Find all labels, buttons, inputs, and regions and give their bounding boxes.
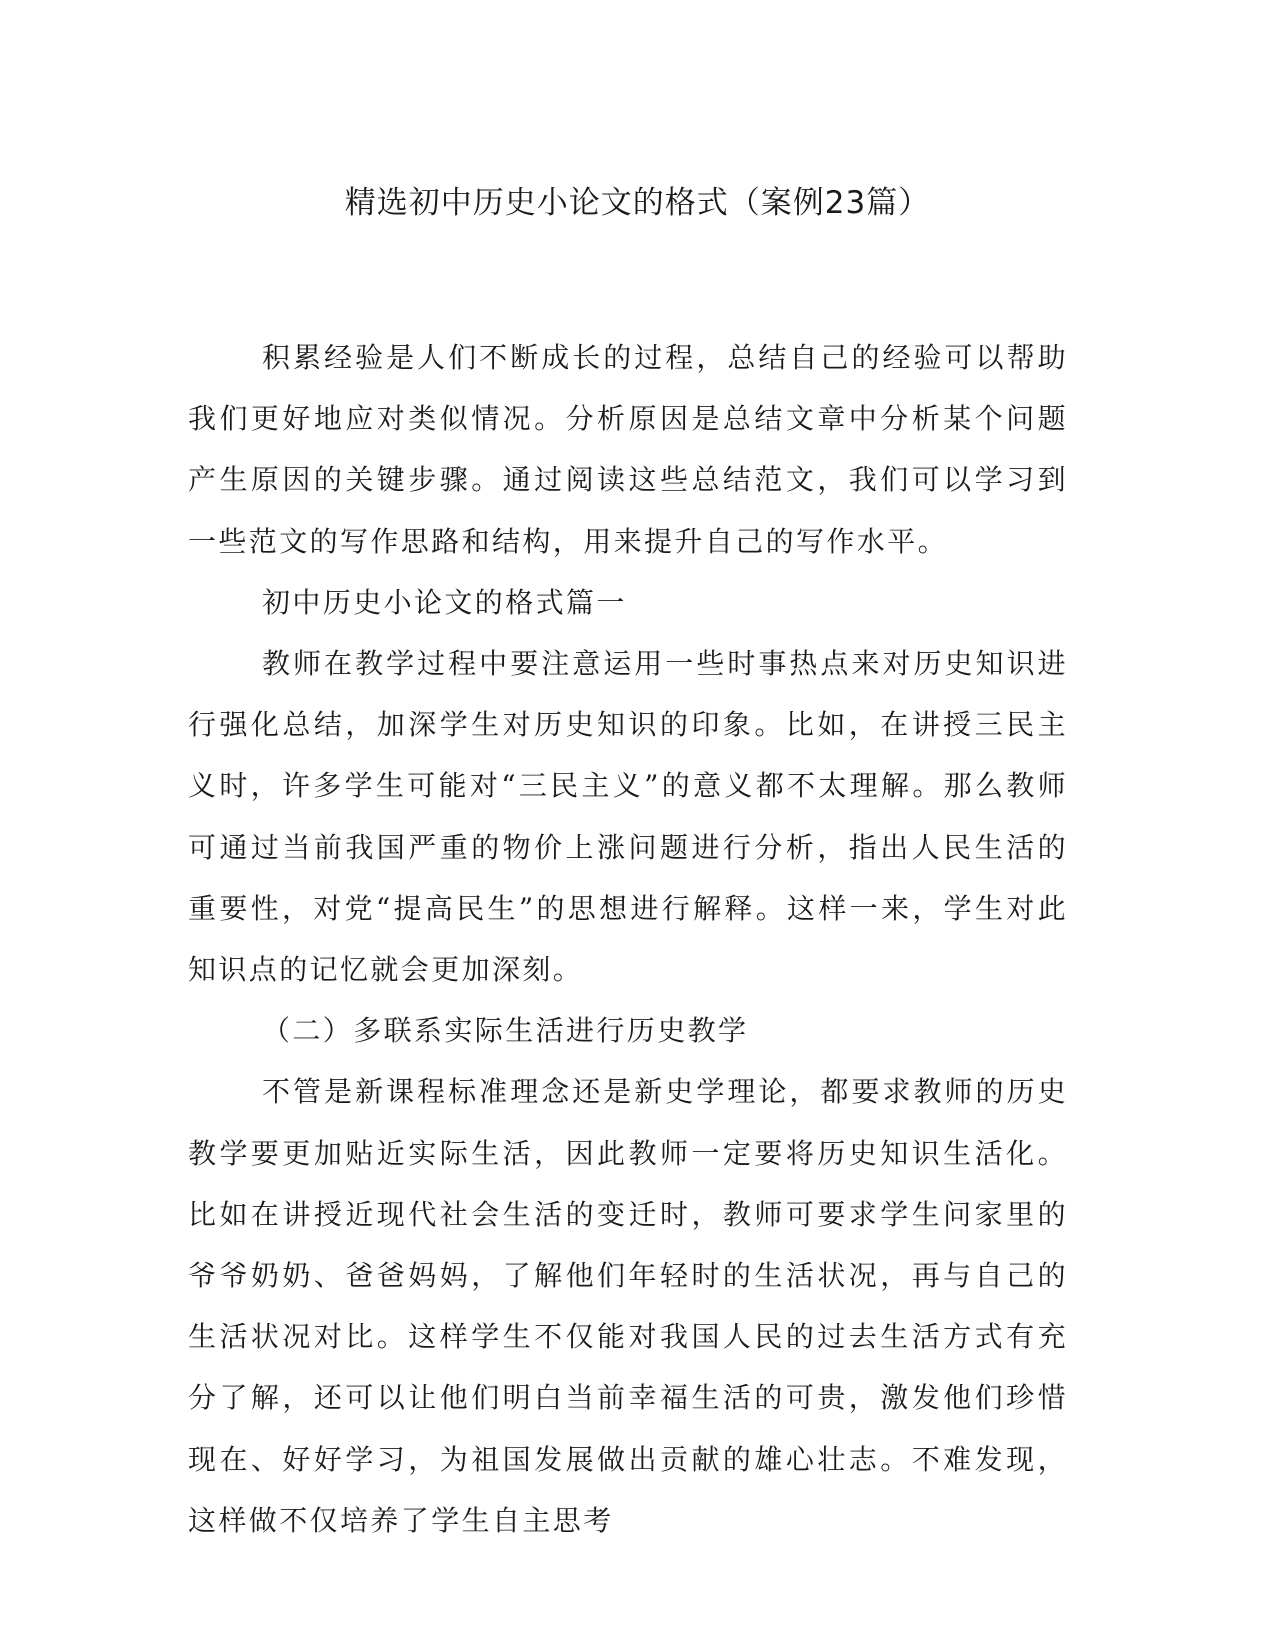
intro-paragraph: 积累经验是人们不断成长的过程，总结自己的经验可以帮助我们更好地应对类似情况。分析原因是总结文章中分析某个问题产生原因的关键步骤。通过阅读这些总结范文，我们可以学习到一些范文的写作思路和结构，用来提升自己的写作水平。 (188, 341, 1068, 558)
section-heading-1: 初中历史小论文的格式篇一 (262, 585, 627, 619)
body-paragraph-1: 教师在教学过程中要注意运用一些时事热点来对历史知识进行强化总结，加深学生对历史知识的印象。比如，在讲授三民主义时，许多学生可能对“三民主义”的意义都不太理解。那么教师可通过当前我国严重的物价上涨问题进行分析，指出人民生活的重要性，对党“提高民生”的思想进行解释。这样一来，学生对此知识点的记忆就会更加深刻。 (188, 647, 1068, 987)
body-paragraph-2: 不管是新课程标准理念还是新史学理论，都要求教师的历史教学要更加贴近实际生活，因此教师一定要将历史知识生活化。比如在讲授近现代社会生活的变迁时，教师可要求学生问家里的爷爷奶奶、爸爸妈妈，了解他们年轻时的生活状况，再与自己的生活状况对比。这样学生不仅能对我国人民的过去生活方式有充分了解，还可以让他们明白当前幸福生活的可贵，激发他们珍惜现在、好好学习，为祖国发展做出贡献的雄心壮志。不难发现，这样做不仅培养了学生自主思考 (188, 1075, 1068, 1537)
document-body (188, 327, 1068, 1551)
document-title: 精选初中历史小论文的格式（案例23篇） (344, 185, 931, 221)
subsection-heading-2: （二）多联系实际生活进行历史教学 (262, 1014, 749, 1048)
